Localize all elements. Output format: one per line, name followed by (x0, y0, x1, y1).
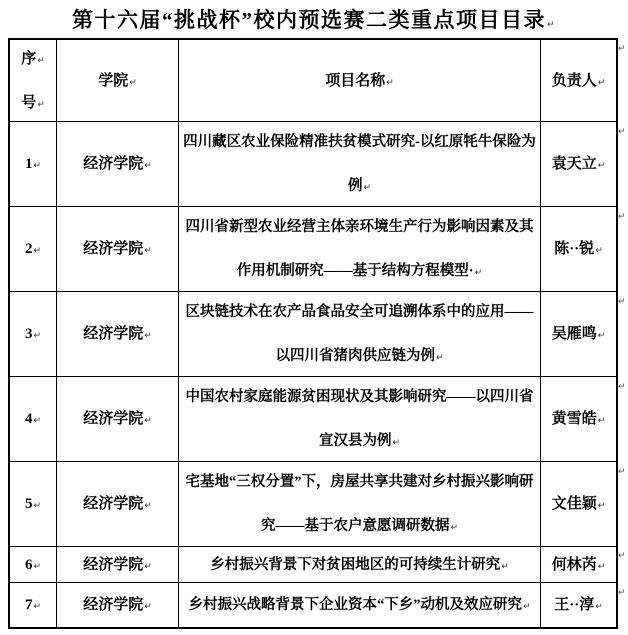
page-title: 第十六届“挑战杯”校内预选赛二类重点项目目录↵ (71, 8, 557, 32)
cell-leader: 何林芮↵ (541, 547, 616, 583)
cell-no: 5↵ (10, 462, 57, 547)
paragraph-mark: ↵ (597, 161, 606, 171)
paragraph-mark: ↵ (597, 77, 606, 88)
end-of-row-mark: ↵ (618, 127, 626, 137)
header-cell-project: 项目名称↵ (179, 40, 541, 122)
paragraph-mark: ↵ (474, 268, 483, 278)
paragraph-mark: ↵ (522, 602, 531, 612)
paragraph-mark: ↵ (33, 602, 42, 612)
projects-table (8, 38, 618, 629)
paragraph-mark: ↵ (144, 561, 152, 572)
paragraph-mark: ↵ (144, 331, 152, 341)
cell-no: 2↵ (10, 207, 57, 292)
end-of-row-mark: ↵ (618, 551, 626, 561)
paragraph-mark: ↵ (435, 353, 444, 363)
paragraph-mark: ↵ (33, 331, 42, 341)
paragraph-mark: ↵ (597, 416, 606, 426)
paragraph-mark: ↵ (501, 561, 509, 572)
paragraph-mark: ↵ (144, 161, 152, 171)
header-cell-leader: 负责人↵ (541, 40, 616, 122)
cell-no: 7↵ (10, 583, 57, 627)
header-cell-no: 序↵ 号↵ (10, 40, 57, 122)
cell-no: 1↵ (10, 122, 57, 207)
cell-project: 区块链技术在农产品食品安全可追溯体系中的应用——以四川省猪肉供应链为例↵ (179, 292, 541, 377)
end-of-row-mark: ↵ (618, 297, 626, 307)
paragraph-mark: ↵ (144, 501, 152, 511)
paragraph-mark: ↵ (597, 501, 606, 511)
cell-leader: 吴雁鸣↵ (541, 292, 616, 377)
paragraph-mark: ↵ (144, 246, 152, 256)
cell-leader: 王··淳↵ (554, 597, 603, 613)
paragraph-mark: ↵ (33, 501, 42, 511)
paragraph-mark: ↵ (597, 331, 606, 341)
paragraph-mark: ↵ (33, 561, 42, 572)
paragraph-mark: ↵ (33, 416, 42, 426)
end-of-row-mark: ↵ (618, 44, 626, 54)
cell-no: 3↵ (10, 292, 57, 377)
paragraph-mark: ↵ (597, 561, 606, 572)
cell-leader: 陈··锐↵ (541, 207, 616, 292)
cell-project: 乡村振兴背景下对贫困地区的可持续生计研究↵ (179, 547, 541, 583)
cell-college: 经济学院↵ (57, 122, 179, 207)
cell-project: 四川藏区农业保险精准扶贫模式研究-以红原牦牛保险为例↵ (179, 122, 541, 207)
cell-project: 乡村振兴战略背景下企业资本“下乡”动机及效应研究↵ (179, 583, 541, 627)
paragraph-mark: ↵ (546, 20, 557, 30)
paragraph-mark: ↵ (144, 602, 152, 612)
cell-leader: 文佳颖↵ (541, 462, 616, 547)
cell-college: 经济学院↵ (57, 462, 179, 547)
paragraph-mark: ↵ (595, 246, 603, 256)
paragraph-mark: ↵ (363, 183, 372, 193)
paragraph-mark: ↵ (33, 161, 42, 171)
paragraph-mark: ↵ (37, 55, 45, 66)
paragraph-mark: ↵ (595, 602, 603, 612)
cell-college: 经济学院↵ (57, 292, 179, 377)
cell-college: 经济学院↵ (57, 547, 179, 583)
cell-project: 宅基地“三权分置”下，房屋共享共建对乡村振兴影响研究——基于农户意愿调研数据↵ (179, 462, 541, 547)
paragraph-mark: ↵ (144, 416, 152, 426)
cell-project: 四川省新型农业经营主体亲环境生产行为影响因素及其作用机制研究——基于结构方程模型·↵ (179, 207, 541, 292)
cell-college: 经济学院↵ (57, 207, 179, 292)
end-of-row-mark: ↵ (618, 467, 626, 477)
paragraph-mark: ↵ (392, 438, 401, 448)
cell-leader: 黄雪皓↵ (541, 377, 616, 462)
cell-project: 中国农村家庭能源贫困现状及其影响研究——以四川省宣汉县为例↵ (179, 377, 541, 462)
cell-college: 经济学院↵ (57, 377, 179, 462)
header-cell-college: 学院↵ (57, 40, 179, 122)
end-of-row-mark: ↵ (618, 382, 626, 392)
paragraph-mark: ↵ (386, 77, 394, 88)
paragraph-mark: ↵ (37, 99, 45, 110)
paragraph-mark: ↵ (129, 77, 137, 88)
paragraph-mark: ↵ (33, 246, 42, 256)
cell-leader: 袁天立↵ (541, 122, 616, 207)
end-of-row-mark: ↵ (618, 588, 626, 598)
cell-college: 经济学院↵ (57, 583, 179, 627)
end-of-row-mark: ↵ (618, 212, 626, 222)
cell-no: 4↵ (10, 377, 57, 462)
cell-no: 6↵ (10, 547, 57, 583)
paragraph-mark: ↵ (450, 523, 459, 533)
